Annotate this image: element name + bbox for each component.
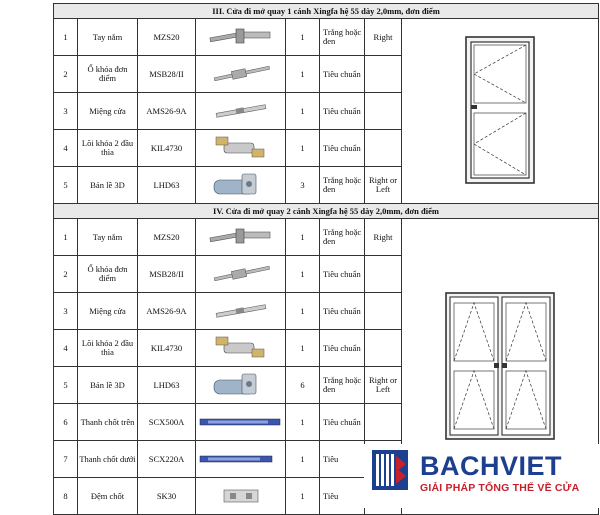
quantity: 1 <box>286 130 320 167</box>
quantity: 1 <box>286 93 320 130</box>
lock-cylinder-icon <box>196 335 285 361</box>
part-code: KIL4730 <box>138 330 196 367</box>
direction: Right <box>365 19 402 56</box>
part-name: Tay nắm <box>78 219 138 256</box>
finish: Tiêu chuẩn <box>320 256 365 293</box>
row-number: 5 <box>54 167 78 204</box>
part-image <box>196 441 286 478</box>
finish: Tiêu chuẩn <box>320 56 365 93</box>
hinge-3d-icon <box>196 170 285 200</box>
finish: Tiêu chuẩn <box>320 130 365 167</box>
flush-bolt-long-icon <box>196 415 285 429</box>
finish: Tiêu <box>320 441 365 478</box>
direction <box>365 93 402 130</box>
finish: Tiêu chuẩn <box>320 330 365 367</box>
direction: Right <box>365 219 402 256</box>
part-image <box>196 19 286 56</box>
row-number: 3 <box>54 293 78 330</box>
hinge-3d-icon <box>196 370 285 400</box>
bolt-keeper-icon <box>196 484 285 508</box>
double-door-diagram <box>444 291 556 441</box>
flush-bolt-short-icon <box>196 452 285 466</box>
quantity: 1 <box>286 56 320 93</box>
finish: Tiêu <box>320 478 365 515</box>
part-name: Lõi khóa 2 đầu thìa <box>78 130 138 167</box>
quantity: 1 <box>286 219 320 256</box>
part-image <box>196 93 286 130</box>
bachviet-logo-mark <box>372 450 408 490</box>
quantity: 1 <box>286 330 320 367</box>
quantity: 1 <box>286 441 320 478</box>
door-diagram-cell <box>402 19 599 204</box>
part-code: AMS26-9A <box>138 293 196 330</box>
finish: Trắng hoặc đen <box>320 219 365 256</box>
part-code: SCX500A <box>138 404 196 441</box>
quantity: 1 <box>286 256 320 293</box>
section3-title: III. Cửa đi mở quay 1 cánh Xingfa hệ 55 dày 2,0mm, đơn điểm <box>54 4 599 19</box>
part-name: Bản lề 3D <box>78 167 138 204</box>
quantity: 1 <box>286 404 320 441</box>
part-image <box>196 404 286 441</box>
brand-name <box>420 451 562 482</box>
quantity: 1 <box>286 478 320 515</box>
part-code: AMS26-9A <box>138 93 196 130</box>
part-name: Lõi khóa 2 đầu thìa <box>78 330 138 367</box>
part-code: MSB28/II <box>138 256 196 293</box>
handle-icon <box>196 26 285 48</box>
row-number: 1 <box>54 19 78 56</box>
brand-name-part-1: BACH <box>420 451 500 481</box>
direction <box>365 404 402 441</box>
part-name: Miệng cửa <box>78 293 138 330</box>
brand-tagline: GIẢI PHÁP TỔNG THỂ VỀ CỬA <box>420 482 580 494</box>
part-name: Ổ khóa đơn điểm <box>78 56 138 93</box>
row-number: 2 <box>54 256 78 293</box>
row-number: 8 <box>54 478 78 515</box>
part-code: MZS20 <box>138 219 196 256</box>
part-image <box>196 219 286 256</box>
direction <box>365 56 402 93</box>
table-row <box>54 19 599 56</box>
strike-plate-icon <box>196 300 285 322</box>
direction: Right or Left <box>365 167 402 204</box>
row-number: 4 <box>54 130 78 167</box>
hardware-spec-table <box>53 3 599 515</box>
quantity: 1 <box>286 293 320 330</box>
part-name: Thanh chốt dưới <box>78 441 138 478</box>
part-image <box>196 56 286 93</box>
finish: Tiêu chuẩn <box>320 293 365 330</box>
part-image <box>196 478 286 515</box>
part-code: LHD63 <box>138 167 196 204</box>
direction <box>365 293 402 330</box>
row-number: 3 <box>54 93 78 130</box>
part-name: Bản lề 3D <box>78 367 138 404</box>
part-image <box>196 293 286 330</box>
part-image <box>196 367 286 404</box>
row-number: 5 <box>54 367 78 404</box>
row-number: 4 <box>54 330 78 367</box>
single-door-diagram <box>464 35 536 185</box>
part-name: Tay nắm <box>78 19 138 56</box>
row-number: 2 <box>54 56 78 93</box>
part-image <box>196 330 286 367</box>
part-image <box>196 256 286 293</box>
handle-icon <box>196 226 285 248</box>
quantity: 6 <box>286 367 320 404</box>
row-number: 6 <box>54 404 78 441</box>
strike-plate-icon <box>196 100 285 122</box>
direction <box>365 256 402 293</box>
table-row <box>54 219 599 256</box>
finish: Trắng hoặc đen <box>320 19 365 56</box>
part-name: Miệng cửa <box>78 93 138 130</box>
quantity: 1 <box>286 19 320 56</box>
brand-name-part-2: VIET <box>500 451 563 481</box>
finish: Trắng hoặc đen <box>320 167 365 204</box>
part-code: KIL4730 <box>138 130 196 167</box>
section4-title-row <box>54 204 599 219</box>
part-name: Thanh chốt trên <box>78 404 138 441</box>
direction <box>365 130 402 167</box>
part-image <box>196 130 286 167</box>
part-code: MSB28/II <box>138 56 196 93</box>
part-name: Đệm chốt <box>78 478 138 515</box>
section4-title: IV. Cửa đi mở quay 2 cánh Xingfa hệ 55 dày 2,0mm, đơn điểm <box>54 204 599 219</box>
quantity: 3 <box>286 167 320 204</box>
row-number: 1 <box>54 219 78 256</box>
part-code: LHD63 <box>138 367 196 404</box>
lock-cylinder-icon <box>196 135 285 161</box>
finish: Trắng hoặc đen <box>320 367 365 404</box>
part-code: SK30 <box>138 478 196 515</box>
part-name: Ổ khóa đơn điểm <box>78 256 138 293</box>
direction <box>365 330 402 367</box>
row-number: 7 <box>54 441 78 478</box>
direction: Right or Left <box>365 367 402 404</box>
section3-title-row <box>54 4 599 19</box>
bachviet-logo <box>364 444 600 508</box>
part-image <box>196 167 286 204</box>
part-code: MZS20 <box>138 19 196 56</box>
lock-body-icon <box>196 263 285 285</box>
part-code: SCX220A <box>138 441 196 478</box>
finish: Tiêu chuẩn <box>320 404 365 441</box>
lock-body-icon <box>196 63 285 85</box>
finish: Tiêu chuẩn <box>320 93 365 130</box>
